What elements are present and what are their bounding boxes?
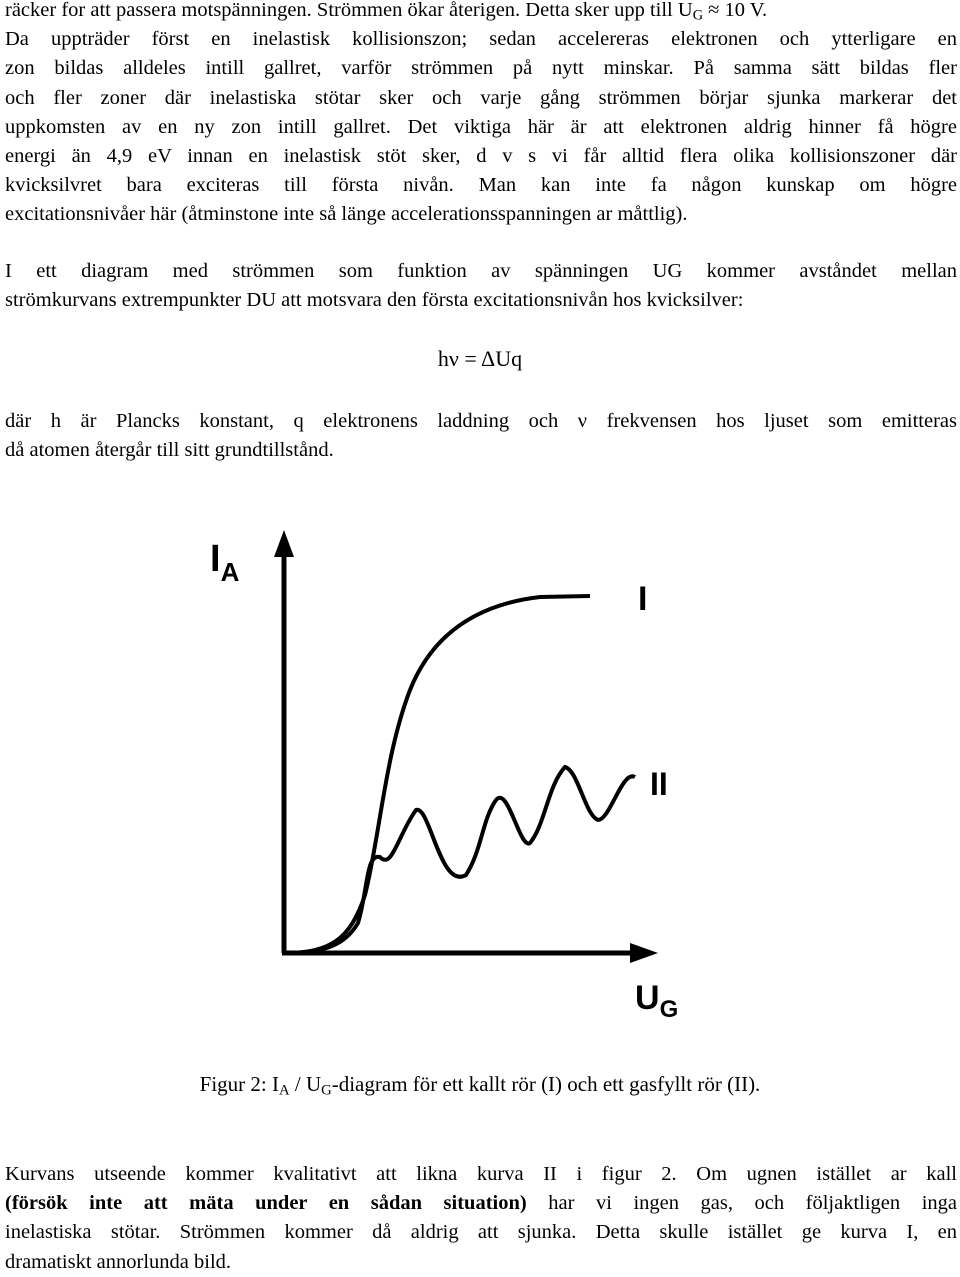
text-line: räcker for att passera motspänningen. Strömmen ökar återigen. Detta sker upp till $U_G \approx 10$ V. — [5, 0, 768, 24]
paragraph-4 — [5, 1160, 957, 1277]
text-line: då atomen återgår till sitt grundtillstånd. — [5, 439, 334, 462]
text-line: excitationsnivåer här (åtminstone inte så länge accelerationsspanningen ar måttlig). — [5, 203, 688, 226]
text-line: inelastiska stötar. Strömmen kommer då aldrig att sjunka. Detta skulle istället ge kurva I, en — [5, 1221, 957, 1244]
y-axis-arrow — [274, 530, 294, 557]
text-line: energi än 4,9 eV innan en inelastisk stöt sker, d v s vi får alltid flera olika kollisionszoner där — [5, 144, 957, 167]
text-line: dramatiskt annorlunda bild. — [5, 1250, 232, 1273]
curve-ii-label: II — [650, 766, 668, 802]
paragraph-1 — [5, 0, 957, 230]
ia-ug-diagram — [180, 505, 740, 1040]
x-axis-arrow — [630, 943, 658, 963]
text-line: Kurvans utseende kommer kvalitativt att likna kurva II i figur 2. Om ugnen istället ar kall — [5, 1163, 957, 1185]
text-line: och fler zoner där inelastiska stötar sker och varje gång strömmen börjar sjunka markerar det — [5, 86, 957, 109]
curve-i-label: I — [638, 580, 648, 618]
text-line: Da uppträder först en inelastisk kollisionszon; sedan accelereras elektronen och ytterligare en — [5, 28, 957, 51]
figure-caption: Figur 2: $I_A$ / $U_G$-diagram för ett kallt rör (I) och ett gasfyllt rör (II). — [199, 1072, 761, 1099]
text-line: I ett diagram med strömmen som funktion av spänningen UG kommer avståndet mellan — [5, 260, 957, 282]
paragraph-3 — [5, 407, 957, 465]
curve-ii — [284, 767, 635, 953]
text-line: uppkomsten av en ny zon intill gallret. Det viktiga här är att elektronen aldrig hinner få högre — [5, 115, 957, 138]
text-line: zon bildas alldeles intill gallret, varför strömmen på nytt minskar. På samma sätt bildas fler — [5, 57, 957, 80]
text-line: där h är Plancks konstant, q elektronens laddning och ν frekvensen hos ljuset som emitteras — [5, 410, 957, 432]
ug-symbol: $U_G$ — [677, 0, 704, 24]
formula: hν = ΔUq — [437, 346, 523, 371]
text-line: (försök inte att mäta under en sådan situation) har vi ingen gas, och följaktligen inga — [5, 1192, 957, 1215]
curve-i — [284, 596, 590, 953]
y-axis-label: $I_A$ — [210, 538, 240, 587]
text-line: strömkurvans extrempunkter DU att motsvara den första excitationsnivån hos kvicksilver: — [5, 289, 744, 312]
bold-warning: försök inte att mäta under en sådan situation — [11, 1192, 520, 1215]
text-line: kvicksilvret bara exciteras till första nivån. Man kan inte fa någon kunskap om högre — [5, 174, 957, 197]
x-axis-label: $U_G$ — [635, 979, 679, 1023]
paragraph-2 — [5, 257, 957, 315]
